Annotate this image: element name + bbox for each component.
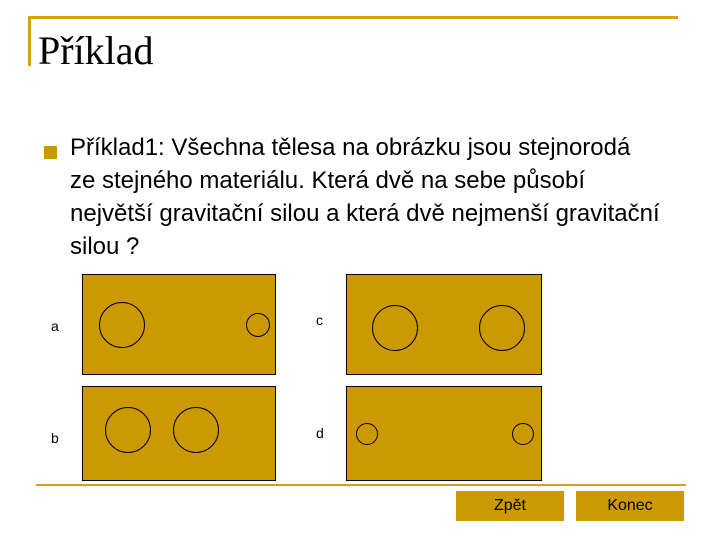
top-decor-line [28, 16, 678, 19]
panel-b-label: b [51, 430, 59, 446]
panel-c [346, 274, 542, 375]
small-sphere [356, 423, 378, 445]
panel-a [82, 274, 276, 375]
large-sphere [479, 305, 525, 351]
large-sphere [173, 407, 219, 453]
panel-d [346, 386, 542, 481]
large-sphere [99, 302, 145, 348]
back-button[interactable]: Zpět [456, 491, 564, 521]
slide-title: Příklad [38, 28, 154, 73]
large-sphere [372, 305, 418, 351]
small-sphere [246, 313, 270, 337]
small-sphere [512, 423, 534, 445]
large-sphere [105, 407, 151, 453]
panel-b [82, 386, 276, 481]
end-button[interactable]: Konec [576, 491, 684, 521]
bottom-decor-line [36, 484, 686, 486]
panel-a-label: a [51, 318, 59, 334]
bullet-square-icon [44, 146, 57, 159]
problem-text: Příklad1: Všechna tělesa na obrázku jsou stejnorodá ze stejného materiálu. Která dvě na sebe působí největší gravitační silou a která dvě nejmenší gravitační silou ? [70, 134, 660, 260]
left-decor-line [28, 16, 31, 66]
panel-d-label: d [316, 425, 324, 441]
panel-c-label: c [316, 312, 323, 328]
